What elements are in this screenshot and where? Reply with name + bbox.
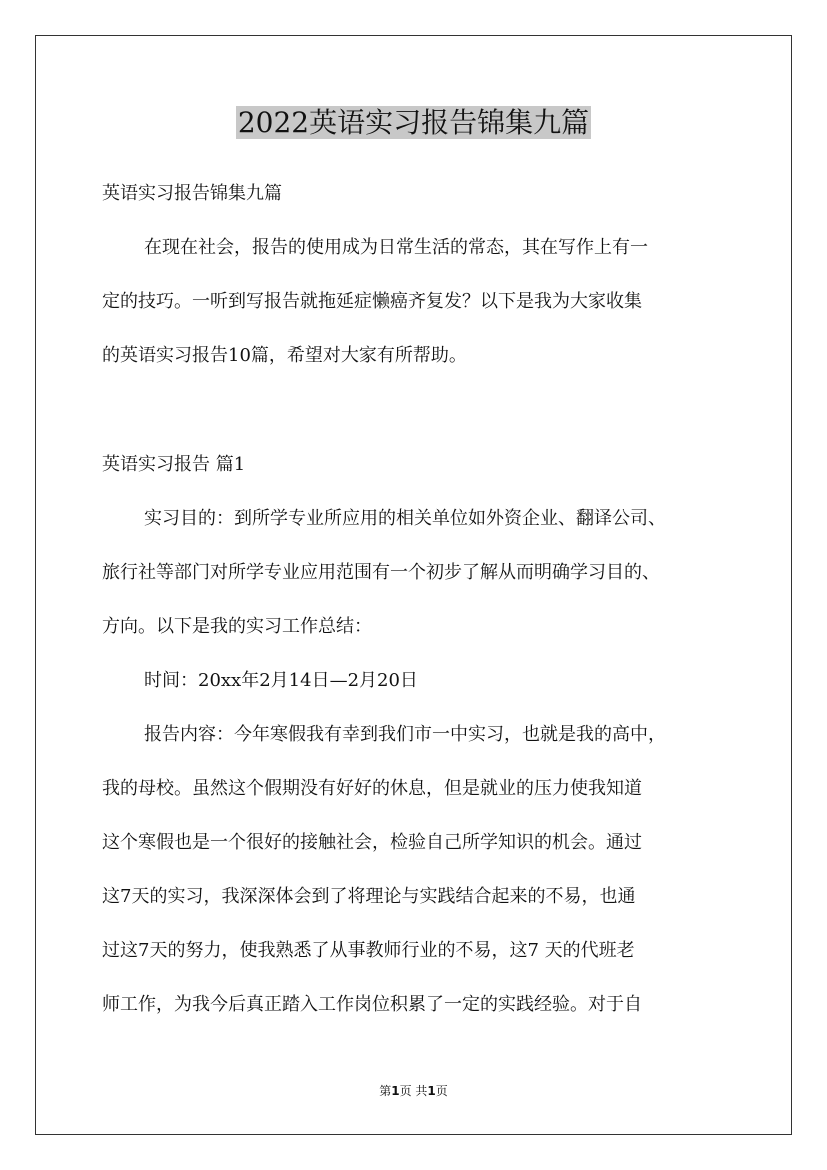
section-heading: 英语实习报告 篇1 — [102, 454, 246, 475]
paragraph-line-3: 的英语实习报告10篇，希望对大家有所帮助。 — [102, 345, 467, 366]
paragraph-line-1: 在现在社会，报告的使用成为日常生活的常态，其在写作上有一 — [144, 237, 648, 258]
paragraph-line-9: 报告内容：今年寒假我有幸到我们市一中实习，也就是我的高中， — [144, 724, 666, 745]
document-title — [0, 103, 827, 143]
paragraph-line-13: 过这7天的努力，使我熟悉了从事教师行业的不易，这7 天的代班老 — [102, 940, 635, 961]
title-text: 2022英语实习报告锦集九篇 — [237, 106, 590, 139]
footer-page-prefix: 第 — [379, 1084, 392, 1098]
footer-page-mid: 页 共 — [399, 1084, 428, 1098]
paragraph-line-7: 方向。以下是我的实习工作总结： — [102, 616, 372, 637]
paragraph-line-2: 定的技巧。一听到写报告就拖延症懒癌齐复发？以下是我为大家收集 — [102, 291, 642, 312]
date-line: 时间：20xx年2月14日—2月20日 — [144, 670, 418, 691]
paragraph-line-5: 实习目的：到所学专业所应用的相关单位如外资企业、翻译公司、 — [144, 508, 666, 529]
paragraph-line-11: 这个寒假也是一个很好的接触社会，检验自己所学知识的机会。通过 — [102, 832, 642, 853]
paragraph-line-6: 旅行社等部门对所学专业应用范围有一个初步了解从而明确学习目的、 — [102, 562, 660, 583]
footer-page-suffix: 页 — [435, 1084, 448, 1098]
paragraph-line-14: 师工作，为我今后真正踏入工作岗位积累了一定的实践经验。对于自 — [102, 994, 642, 1015]
page-footer — [0, 1082, 827, 1100]
paragraph-line-12: 这7天的实习，我深深体会到了将理论与实践结合起来的不易，也通 — [102, 886, 636, 907]
footer-page-current: 1 — [391, 1084, 400, 1098]
subtitle-line: 英语实习报告锦集九篇 — [102, 183, 282, 204]
footer-page-total: 1 — [427, 1084, 436, 1098]
paragraph-line-10: 我的母校。虽然这个假期没有好好的休息，但是就业的压力使我知道 — [102, 778, 642, 799]
